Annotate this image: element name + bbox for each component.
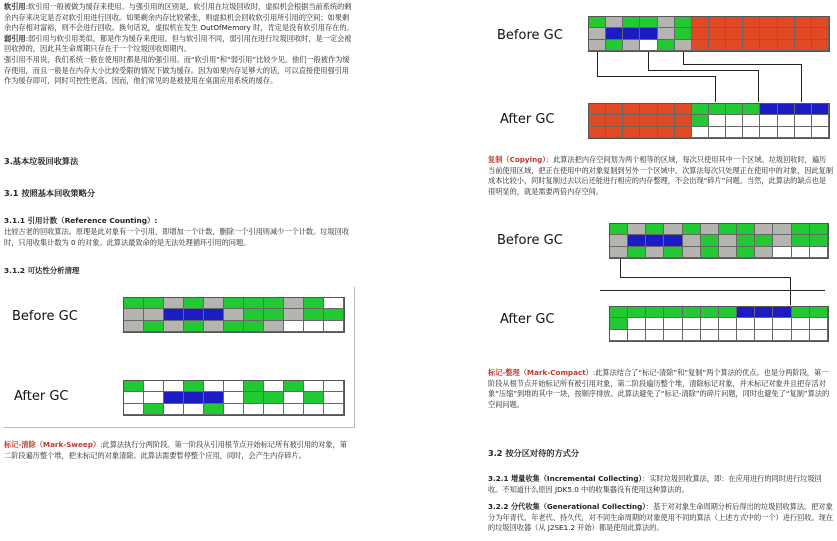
heap-cell <box>778 104 795 115</box>
heap-cell <box>589 115 606 126</box>
heap-cell <box>204 404 224 415</box>
copy-arrow <box>801 64 802 102</box>
heap-cell <box>726 28 743 39</box>
reference-text <box>4 2 354 87</box>
heap-cell <box>144 404 164 415</box>
heap-cell <box>675 115 692 126</box>
heap-cell <box>589 104 606 115</box>
heap-cell <box>204 392 224 403</box>
heap-cell <box>773 318 791 329</box>
heap-cell <box>658 104 675 115</box>
heap-cell <box>795 104 812 115</box>
heap-cell <box>760 127 777 138</box>
heap-cell <box>675 40 692 51</box>
heap-cell <box>683 224 701 235</box>
heap-cell <box>284 404 304 415</box>
heap-cell <box>792 307 810 318</box>
heap-cell <box>795 28 812 39</box>
heap-cell <box>692 17 709 28</box>
heap-cell <box>264 321 284 332</box>
heap-cell <box>664 224 682 235</box>
strong-ref-text: 强引用不用说，我们系统一般在使用时都是用的强引用。而“软引用”和“弱引用”比较少见。他们一般被作为缓存使用，而且一般是在内存大小比较受限的情况下做为缓存。因为如果内存足够大的话，可以直接使用强引用作为缓存即可，同时可控性更高。因而，他们常见的是被使用在桌面应用系统的缓存。 <box>4 54 350 86</box>
heap-cell <box>646 307 664 318</box>
heap-cell <box>692 115 709 126</box>
heap-cell <box>224 309 244 320</box>
heap-cell <box>812 17 829 28</box>
heap-cell <box>184 381 204 392</box>
heap-cell <box>284 298 304 309</box>
heap-cell <box>812 40 829 51</box>
heap-cell <box>204 298 224 309</box>
heap-cell <box>628 330 646 341</box>
heap-cell <box>164 298 184 309</box>
mark-compact-text <box>488 368 833 410</box>
heap-cell <box>640 104 657 115</box>
heap-cell <box>692 28 709 39</box>
copy-arrow <box>648 52 649 70</box>
heap-cell <box>726 17 743 28</box>
heap-cell <box>743 40 760 51</box>
heap-cell <box>778 28 795 39</box>
heap-cell <box>589 17 606 28</box>
heap-cell <box>760 104 777 115</box>
heap-cell <box>675 104 692 115</box>
heap-cell <box>812 104 829 115</box>
heap-cell <box>164 404 184 415</box>
heap-cell <box>144 392 164 403</box>
heap-cell <box>184 404 204 415</box>
heap-cell <box>737 307 755 318</box>
heap-cell <box>284 309 304 320</box>
ms-before-label: Before GC <box>12 309 78 324</box>
heap-cell <box>810 318 828 329</box>
heap-cell <box>224 404 244 415</box>
heap-cell <box>709 115 726 126</box>
generational-desc: ：基于对对象生命周期分析后得出的垃圾回收算法。把对象分为年青代、年老代、持久代，对不同生命周期的对象使用不同的算法（上述方式中的一个）进行回收。现在的垃圾回收器（从 J2SE1.2 开始）都是使用此算法的。 <box>488 502 834 533</box>
heap-cell <box>646 247 664 258</box>
heap-cell <box>810 330 828 341</box>
heap-cell <box>204 381 224 392</box>
heap-cell <box>144 381 164 392</box>
heap-cell <box>683 330 701 341</box>
heap-cell <box>726 127 743 138</box>
heap-cell <box>124 309 144 320</box>
heap-cell <box>124 392 144 403</box>
heap-cell <box>760 40 777 51</box>
heap-cell <box>755 318 773 329</box>
heap-cell <box>795 127 812 138</box>
ms-after-label: After GC <box>14 389 69 404</box>
heap-cell <box>795 115 812 126</box>
heap-cell <box>264 309 284 320</box>
generational-text <box>488 502 833 534</box>
heap-cell <box>726 104 743 115</box>
heap-cell <box>737 330 755 341</box>
heap-cell <box>692 127 709 138</box>
heap-cell <box>743 28 760 39</box>
heap-cell <box>675 17 692 28</box>
cp-before-label: Before GC <box>497 28 563 43</box>
heap-cell <box>244 381 264 392</box>
heap-cell <box>810 235 828 246</box>
heap-cell <box>224 392 244 403</box>
copy-arrow <box>597 76 715 77</box>
mark-sweep-text <box>4 440 354 461</box>
heap-cell <box>628 318 646 329</box>
mark-sweep-name: 标记-清除（Mark-Sweep） <box>4 440 101 449</box>
heap-cell <box>664 247 682 258</box>
heap-cell <box>244 404 264 415</box>
heap-cell <box>264 298 284 309</box>
heap-cell <box>224 298 244 309</box>
heap-cell <box>324 321 344 332</box>
cp-after-label: After GC <box>500 112 555 127</box>
heap-cell <box>244 321 264 332</box>
compact-arrow <box>790 277 791 305</box>
heap-cell <box>755 247 773 258</box>
heap-cell <box>124 381 144 392</box>
heap-cell <box>284 381 304 392</box>
weak-ref-text: :弱引用与软引用类似，都是作为缓存来使用。但与软引用不同，弱引用在进行垃圾回收时，是一定会被回收掉的，因此其生命周期只存在于一个垃圾回收周期内。 <box>4 33 352 54</box>
heap-cell <box>640 127 657 138</box>
heap-cell <box>610 307 628 318</box>
copy-arrow <box>683 52 684 64</box>
heap-cell <box>737 235 755 246</box>
heap-cell <box>664 235 682 246</box>
incremental-text <box>488 474 833 495</box>
heap-cell <box>755 307 773 318</box>
heap-cell <box>664 318 682 329</box>
heap-cell <box>628 307 646 318</box>
heap-cell <box>284 321 304 332</box>
section-3-heading: 3.基本垃圾回收算法 <box>4 156 79 166</box>
heap-cell <box>658 40 675 51</box>
heap-cell <box>646 224 664 235</box>
heap-cell <box>719 247 737 258</box>
heap-cell <box>701 330 719 341</box>
heap-cell <box>646 318 664 329</box>
copy-arrow <box>758 70 759 102</box>
section-3-1-1-heading: 3.1.1 引用计数（Reference Counting）: <box>4 216 158 225</box>
heap-cell <box>164 309 184 320</box>
heap-cell <box>164 392 184 403</box>
heap-cell <box>743 17 760 28</box>
heap-cell <box>658 17 675 28</box>
heap-cell <box>623 17 640 28</box>
heap-cell <box>795 17 812 28</box>
heap-cell <box>658 115 675 126</box>
heap-cell <box>628 224 646 235</box>
heap-cell <box>719 235 737 246</box>
heap-cell <box>164 321 184 332</box>
heap-cell <box>606 28 623 39</box>
heap-cell <box>244 309 264 320</box>
heap-cell <box>204 321 224 332</box>
heap-cell <box>701 224 719 235</box>
heap-cell <box>743 127 760 138</box>
heap-cell <box>610 318 628 329</box>
heap-cell <box>719 307 737 318</box>
ms-after-heap <box>123 380 345 416</box>
heap-cell <box>244 298 264 309</box>
heap-cell <box>760 28 777 39</box>
heap-cell <box>709 127 726 138</box>
heap-cell <box>792 330 810 341</box>
incremental-desc: ：实时垃圾回收算法，即：在应用进行的同时进行垃圾回收。不知道什么原因 JDK5.0 中的收集器没有使用这种算法的。 <box>488 474 822 494</box>
ms-before-heap <box>123 297 345 333</box>
heap-cell <box>719 330 737 341</box>
heap-cell <box>792 235 810 246</box>
heap-cell <box>692 104 709 115</box>
heap-cell <box>664 307 682 318</box>
heap-cell <box>184 321 204 332</box>
heap-cell <box>709 28 726 39</box>
heap-cell <box>184 309 204 320</box>
copy-arrow <box>597 52 598 76</box>
heap-cell <box>737 247 755 258</box>
heap-cell <box>773 247 791 258</box>
mc-after-heap <box>609 306 829 342</box>
heap-cell <box>640 40 657 51</box>
heap-cell <box>264 381 284 392</box>
mark-compact-name: 标记-整理（Mark-Compact） <box>488 368 593 377</box>
mark-compact-desc: :此算法结合了“标记-清除”和“复制”两个算法的优点。也是分两阶段，第一阶段从根节点开始标记所有被引用对象，第二阶段遍历整个堆，清除标记对象，并未标记对象并且把存活对象“压缩”到堆的其中一块，按顺序排放。此算法避免了“标记-清除”的碎片问题，同时也避免了“复制”算法的空间问题。 <box>488 368 830 409</box>
heap-cell <box>640 28 657 39</box>
heap-cell <box>810 247 828 258</box>
copy-arrow <box>648 70 758 71</box>
heap-cell <box>124 298 144 309</box>
heap-cell <box>204 309 224 320</box>
heap-cell <box>628 235 646 246</box>
heap-cell <box>701 318 719 329</box>
heap-cell <box>810 307 828 318</box>
copy-arrow <box>715 76 716 102</box>
soft-ref-lead: 软引用 <box>4 2 26 11</box>
heap-cell <box>589 40 606 51</box>
copying-text <box>488 155 833 197</box>
heap-cell <box>606 17 623 28</box>
heap-cell <box>760 17 777 28</box>
heap-cell <box>812 127 829 138</box>
heap-cell <box>304 321 324 332</box>
heap-cell <box>778 40 795 51</box>
heap-cell <box>755 330 773 341</box>
heap-cell <box>773 330 791 341</box>
heap-cell <box>610 247 628 258</box>
heap-cell <box>144 321 164 332</box>
heap-cell <box>304 392 324 403</box>
heap-cell <box>646 235 664 246</box>
mc-before-heap <box>609 223 829 259</box>
heap-cell <box>124 404 144 415</box>
heap-cell <box>773 235 791 246</box>
section-3-2-heading: 3.2 按分区对待的方式分 <box>488 448 580 458</box>
heap-cell <box>304 404 324 415</box>
heap-cell <box>810 224 828 235</box>
mc-before-label: Before GC <box>497 233 563 248</box>
heap-cell <box>144 309 164 320</box>
heap-cell <box>606 40 623 51</box>
heap-cell <box>726 115 743 126</box>
heap-cell <box>755 224 773 235</box>
mark-sweep-desc: :此算法执行分两阶段。第一阶段从引用根节点开始标记所有被引用的对象，第二阶段遍历整个堆，把未标记的对象清除。此算法需要暂停整个应用，同时，会产生内存碎片。 <box>4 440 347 460</box>
heap-cell <box>709 104 726 115</box>
heap-cell <box>701 307 719 318</box>
compact-arrow <box>620 259 621 277</box>
heap-cell <box>709 40 726 51</box>
heap-cell <box>792 224 810 235</box>
heap-cell <box>224 381 244 392</box>
heap-cell <box>264 392 284 403</box>
heap-cell <box>760 115 777 126</box>
incremental-name: 3.2.1 增量收集（Incremental Collecting） <box>488 474 643 483</box>
compact-arrow <box>620 277 790 278</box>
section-3-1-heading: 3.1 按照基本回收策略分 <box>4 188 96 198</box>
heap-cell <box>719 318 737 329</box>
section-3-1-2-heading: 3.1.2 可达性分析清理 <box>4 266 80 275</box>
heap-cell <box>792 247 810 258</box>
heap-cell <box>640 17 657 28</box>
heap-cell <box>683 247 701 258</box>
heap-cell <box>610 235 628 246</box>
weak-ref-lead: 弱引用 <box>4 33 26 43</box>
heap-cell <box>304 309 324 320</box>
heap-cell <box>589 28 606 39</box>
heap-cell <box>792 318 810 329</box>
heap-cell <box>812 28 829 39</box>
heap-cell <box>773 307 791 318</box>
heap-cell <box>606 104 623 115</box>
heap-cell <box>164 381 184 392</box>
heap-cell <box>284 392 304 403</box>
heap-cell <box>640 115 657 126</box>
heap-cell <box>675 28 692 39</box>
heap-cell <box>623 104 640 115</box>
heap-cell <box>623 28 640 39</box>
heap-cell <box>623 40 640 51</box>
heap-cell <box>709 17 726 28</box>
heap-cell <box>778 115 795 126</box>
heap-cell <box>606 127 623 138</box>
heap-cell <box>726 40 743 51</box>
heap-cell <box>628 247 646 258</box>
heap-cell <box>675 127 692 138</box>
heap-cell <box>610 330 628 341</box>
heap-cell <box>737 224 755 235</box>
heap-cell <box>683 235 701 246</box>
mc-after-label: After GC <box>500 312 555 327</box>
heap-cell <box>184 298 204 309</box>
heap-cell <box>646 330 664 341</box>
heap-cell <box>184 392 204 403</box>
heap-cell <box>773 224 791 235</box>
heap-cell <box>324 298 344 309</box>
heap-cell <box>755 235 773 246</box>
heap-cell <box>144 298 164 309</box>
heap-cell <box>658 127 675 138</box>
heap-cell <box>778 127 795 138</box>
heap-cell <box>743 104 760 115</box>
compact-arrow <box>600 290 825 291</box>
heap-cell <box>664 330 682 341</box>
soft-ref-text: :软引用一般被做为缓存来使用。与强引用的区别是，软引用在垃圾回收时，虚拟机会根据当前系统的剩余内存来决定是否对软引用进行回收。如果剩余内存比较紧张，则虚拟机会回收软引用所引用的空间；如果剩余内存相对富裕，则不会进行回收。换句话说，虚拟机在发生 OutOfMemory 时，肯定是没有软引用存在的。 <box>4 2 354 33</box>
heap-cell <box>812 115 829 126</box>
heap-cell <box>719 224 737 235</box>
copying-name: 复制（Copying） <box>488 155 546 164</box>
heap-cell <box>324 392 344 403</box>
heap-cell <box>743 115 760 126</box>
heap-cell <box>701 235 719 246</box>
generational-name: 3.2.2 分代收集（Generational Collecting） <box>488 502 646 511</box>
heap-cell <box>264 404 284 415</box>
heap-cell <box>244 392 264 403</box>
heap-cell <box>623 127 640 138</box>
copying-desc: ：此算法把内存空间划为两个相等的区域，每次只使用其中一个区域。垃圾回收时，遍历当前使用区域，把正在使用中的对象复制到另外一个区域中。次算法每次只处理正在使用中的对象，因此复制成本比较小，同时复制过去以后还能进行相应的内存整理，不会出现“碎片”问题。当然，此算法的缺点也是很明显的，就是需要两倍内存空间。 <box>488 155 834 196</box>
heap-cell <box>304 381 324 392</box>
heap-cell <box>692 40 709 51</box>
heap-cell <box>124 321 144 332</box>
heap-cell <box>701 247 719 258</box>
heap-cell <box>606 115 623 126</box>
heap-cell <box>589 127 606 138</box>
cp-before-heap <box>588 16 830 52</box>
reference-counting-text: 比较古老的回收算法。原理是此对象有一个引用，即增加一个计数，删除一个引用则减少一个计数。垃圾回收时，只用收集计数为 0 的对象。此算法最致命的是无法处理循环引用的问题。 <box>4 227 350 247</box>
heap-cell <box>778 17 795 28</box>
heap-cell <box>623 115 640 126</box>
cp-after-heap <box>588 103 830 139</box>
heap-cell <box>304 298 324 309</box>
heap-cell <box>224 321 244 332</box>
heap-cell <box>324 381 344 392</box>
heap-cell <box>610 224 628 235</box>
copy-arrow <box>683 64 801 65</box>
heap-cell <box>324 309 344 320</box>
heap-cell <box>683 307 701 318</box>
heap-cell <box>324 404 344 415</box>
heap-cell <box>795 40 812 51</box>
heap-cell <box>737 318 755 329</box>
heap-cell <box>658 28 675 39</box>
heap-cell <box>683 318 701 329</box>
